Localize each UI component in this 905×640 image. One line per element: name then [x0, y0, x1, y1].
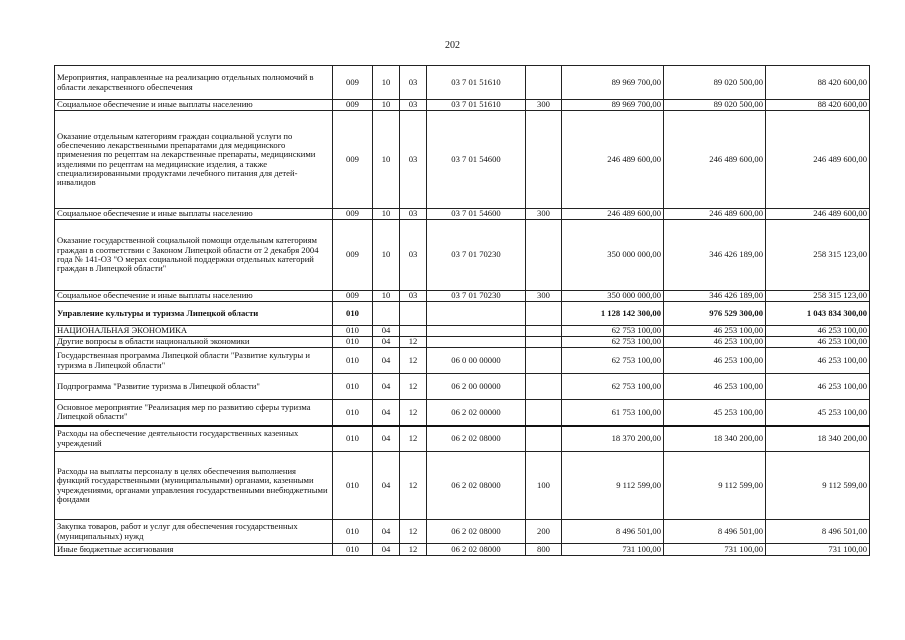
row-name-cell: Государственная программа Липецкой области "Развитие культуры и туризма в Липецкой области" — [55, 348, 333, 374]
section-code-cell: 04 — [373, 544, 400, 556]
subsection-code-cell: 12 — [400, 348, 427, 374]
section-code-cell: 04 — [373, 374, 400, 400]
dept-code-cell: 009 — [333, 111, 373, 209]
amount-year2-cell: 45 253 100,00 — [664, 400, 766, 426]
target-article-cell: 06 2 02 08000 — [427, 544, 526, 556]
amount-year1-cell: 350 000 000,00 — [562, 291, 664, 302]
expense-type-cell — [526, 348, 562, 374]
amount-year2-cell: 46 253 100,00 — [664, 348, 766, 374]
target-article-cell: 03 7 01 51610 — [427, 66, 526, 100]
row-name-cell: Социальное обеспечение и иные выплаты населению — [55, 291, 333, 302]
target-article-cell — [427, 337, 526, 348]
dept-code-cell: 010 — [333, 544, 373, 556]
row-name-cell: Основное мероприятие "Реализация мер по развитию сферы туризма Липецкой области" — [55, 400, 333, 426]
target-article-cell: 03 7 01 54600 — [427, 111, 526, 209]
section-code-cell: 10 — [373, 111, 400, 209]
amount-year3-cell: 18 340 200,00 — [766, 426, 870, 452]
dept-code-cell: 010 — [333, 348, 373, 374]
amount-year3-cell: 45 253 100,00 — [766, 400, 870, 426]
page-number: 202 — [445, 40, 460, 51]
section-code-cell: 04 — [373, 452, 400, 520]
target-article-cell: 03 7 01 54600 — [427, 209, 526, 220]
row-name-cell: Другие вопросы в области национальной экономики — [55, 337, 333, 348]
dept-code-cell: 009 — [333, 209, 373, 220]
subsection-code-cell: 12 — [400, 374, 427, 400]
amount-year1-cell: 246 489 600,00 — [562, 209, 664, 220]
dept-code-cell: 010 — [333, 520, 373, 544]
amount-year1-cell: 61 753 100,00 — [562, 400, 664, 426]
amount-year3-cell: 731 100,00 — [766, 544, 870, 556]
subsection-code-cell: 03 — [400, 291, 427, 302]
subsection-code-cell: 12 — [400, 337, 427, 348]
dept-code-cell: 009 — [333, 100, 373, 111]
amount-year2-cell: 18 340 200,00 — [664, 426, 766, 452]
amount-year1-cell: 89 969 700,00 — [562, 100, 664, 111]
expense-type-cell — [526, 426, 562, 452]
target-article-cell: 03 7 01 70230 — [427, 291, 526, 302]
table-row — [55, 520, 870, 544]
expense-type-cell: 100 — [526, 452, 562, 520]
section-code-cell: 10 — [373, 291, 400, 302]
budget-table — [54, 65, 870, 556]
amount-year3-cell: 258 315 123,00 — [766, 291, 870, 302]
amount-year2-cell: 246 489 600,00 — [664, 111, 766, 209]
target-article-cell: 06 2 02 08000 — [427, 452, 526, 520]
target-article-cell: 03 7 01 51610 — [427, 100, 526, 111]
dept-code-cell: 010 — [333, 302, 373, 326]
expense-type-cell: 300 — [526, 291, 562, 302]
amount-year1-cell: 731 100,00 — [562, 544, 664, 556]
table-row — [55, 374, 870, 400]
amount-year1-cell: 246 489 600,00 — [562, 111, 664, 209]
row-name-cell: Оказание отдельным категориям граждан социальной услуги по обеспечению лекарственными препаратами для медицинского применения по рецептам на лекарственные препараты, медицинскими изделиями по рецептам на медицинские изделия, а также специализированными продуктами лечебного питания для детей-инвалидов — [55, 111, 333, 209]
table-row — [55, 291, 870, 302]
amount-year2-cell: 89 020 500,00 — [664, 100, 766, 111]
amount-year1-cell: 62 753 100,00 — [562, 348, 664, 374]
row-name-cell: Расходы на выплаты персоналу в целях обеспечения выполнения функций государственными (муниципальными) органами, казенными учреждениями, органами управления государственными внебюджетными фондами — [55, 452, 333, 520]
amount-year3-cell: 88 420 600,00 — [766, 100, 870, 111]
table-row — [55, 452, 870, 520]
row-name-cell: Управление культуры и туризма Липецкой области — [55, 302, 333, 326]
section-code-cell: 10 — [373, 66, 400, 100]
row-name-cell: Подпрограмма "Развитие туризма в Липецкой области" — [55, 374, 333, 400]
expense-type-cell: 800 — [526, 544, 562, 556]
expense-type-cell — [526, 111, 562, 209]
expense-type-cell — [526, 400, 562, 426]
amount-year1-cell: 1 128 142 300,00 — [562, 302, 664, 326]
subsection-code-cell: 12 — [400, 520, 427, 544]
amount-year2-cell: 46 253 100,00 — [664, 337, 766, 348]
subsection-code-cell: 03 — [400, 100, 427, 111]
table-row — [55, 111, 870, 209]
dept-code-cell: 010 — [333, 374, 373, 400]
amount-year3-cell: 46 253 100,00 — [766, 337, 870, 348]
target-article-cell: 06 0 00 00000 — [427, 348, 526, 374]
table-row — [55, 302, 870, 326]
section-code-cell: 04 — [373, 337, 400, 348]
amount-year1-cell: 9 112 599,00 — [562, 452, 664, 520]
section-code-cell: 04 — [373, 400, 400, 426]
amount-year2-cell: 731 100,00 — [664, 544, 766, 556]
amount-year3-cell: 46 253 100,00 — [766, 348, 870, 374]
section-code-cell: 10 — [373, 220, 400, 291]
section-code-cell: 10 — [373, 100, 400, 111]
subsection-code-cell: 03 — [400, 220, 427, 291]
amount-year2-cell: 8 496 501,00 — [664, 520, 766, 544]
section-code-cell: 04 — [373, 520, 400, 544]
target-article-cell — [427, 326, 526, 337]
table-row — [55, 544, 870, 556]
amount-year1-cell: 62 753 100,00 — [562, 374, 664, 400]
amount-year2-cell: 46 253 100,00 — [664, 326, 766, 337]
amount-year1-cell: 8 496 501,00 — [562, 520, 664, 544]
amount-year3-cell: 46 253 100,00 — [766, 326, 870, 337]
expense-type-cell — [526, 302, 562, 326]
expense-type-cell — [526, 337, 562, 348]
subsection-code-cell — [400, 326, 427, 337]
target-article-cell: 06 2 02 00000 — [427, 400, 526, 426]
row-name-cell: Закупка товаров, работ и услуг для обеспечения государственных (муниципальных) нужд — [55, 520, 333, 544]
section-code-cell: 04 — [373, 348, 400, 374]
expense-type-cell: 300 — [526, 100, 562, 111]
section-code-cell: 04 — [373, 426, 400, 452]
section-code-cell — [373, 302, 400, 326]
expense-type-cell — [526, 220, 562, 291]
row-name-cell: Расходы на обеспечение деятельности государственных казенных учреждений — [55, 426, 333, 452]
amount-year1-cell: 89 969 700,00 — [562, 66, 664, 100]
table-row — [55, 66, 870, 100]
row-name-cell: Социальное обеспечение и иные выплаты населению — [55, 209, 333, 220]
expense-type-cell: 200 — [526, 520, 562, 544]
row-name-cell: Иные бюджетные ассигнования — [55, 544, 333, 556]
amount-year3-cell: 8 496 501,00 — [766, 520, 870, 544]
target-article-cell: 06 2 02 08000 — [427, 520, 526, 544]
table-row — [55, 326, 870, 337]
dept-code-cell: 010 — [333, 400, 373, 426]
dept-code-cell: 010 — [333, 426, 373, 452]
dept-code-cell: 010 — [333, 452, 373, 520]
amount-year3-cell: 246 489 600,00 — [766, 111, 870, 209]
amount-year1-cell: 18 370 200,00 — [562, 426, 664, 452]
amount-year1-cell: 62 753 100,00 — [562, 337, 664, 348]
target-article-cell: 06 2 00 00000 — [427, 374, 526, 400]
dept-code-cell: 010 — [333, 337, 373, 348]
dept-code-cell: 009 — [333, 66, 373, 100]
row-name-cell: Социальное обеспечение и иные выплаты населению — [55, 100, 333, 111]
amount-year1-cell: 62 753 100,00 — [562, 326, 664, 337]
expense-type-cell: 300 — [526, 209, 562, 220]
amount-year2-cell: 346 426 189,00 — [664, 291, 766, 302]
subsection-code-cell: 12 — [400, 400, 427, 426]
amount-year3-cell: 1 043 834 300,00 — [766, 302, 870, 326]
row-name-cell: Мероприятия, направленные на реализацию отдельных полномочий в области лекарственного обеспечения — [55, 66, 333, 100]
subsection-code-cell: 03 — [400, 66, 427, 100]
table-row — [55, 426, 870, 452]
section-code-cell: 04 — [373, 326, 400, 337]
amount-year2-cell: 976 529 300,00 — [664, 302, 766, 326]
table-row — [55, 348, 870, 374]
expense-type-cell — [526, 326, 562, 337]
table-row — [55, 220, 870, 291]
subsection-code-cell: 12 — [400, 452, 427, 520]
dept-code-cell: 010 — [333, 326, 373, 337]
table-row — [55, 100, 870, 111]
target-article-cell — [427, 302, 526, 326]
row-name-cell: НАЦИОНАЛЬНАЯ ЭКОНОМИКА — [55, 326, 333, 337]
subsection-code-cell: 03 — [400, 209, 427, 220]
amount-year2-cell: 89 020 500,00 — [664, 66, 766, 100]
amount-year2-cell: 46 253 100,00 — [664, 374, 766, 400]
expense-type-cell — [526, 374, 562, 400]
table-row — [55, 400, 870, 426]
dept-code-cell: 009 — [333, 291, 373, 302]
amount-year3-cell: 246 489 600,00 — [766, 209, 870, 220]
amount-year2-cell: 246 489 600,00 — [664, 209, 766, 220]
subsection-code-cell — [400, 302, 427, 326]
expense-type-cell — [526, 66, 562, 100]
amount-year3-cell: 46 253 100,00 — [766, 374, 870, 400]
amount-year3-cell: 258 315 123,00 — [766, 220, 870, 291]
subsection-code-cell: 12 — [400, 426, 427, 452]
amount-year3-cell: 9 112 599,00 — [766, 452, 870, 520]
amount-year3-cell: 88 420 600,00 — [766, 66, 870, 100]
amount-year1-cell: 350 000 000,00 — [562, 220, 664, 291]
table-row — [55, 337, 870, 348]
subsection-code-cell: 03 — [400, 111, 427, 209]
dept-code-cell: 009 — [333, 220, 373, 291]
section-code-cell: 10 — [373, 209, 400, 220]
amount-year2-cell: 9 112 599,00 — [664, 452, 766, 520]
target-article-cell: 06 2 02 08000 — [427, 426, 526, 452]
target-article-cell: 03 7 01 70230 — [427, 220, 526, 291]
table-row — [55, 209, 870, 220]
row-name-cell: Оказание государственной социальной помощи отдельным категориям граждан в соответствии с Законом Липецкой области от 2 декабря 2004 года № 141-ОЗ "О мерах социальной поддержки отдельных категорий граждан в Липецкой области" — [55, 220, 333, 291]
subsection-code-cell: 12 — [400, 544, 427, 556]
amount-year2-cell: 346 426 189,00 — [664, 220, 766, 291]
